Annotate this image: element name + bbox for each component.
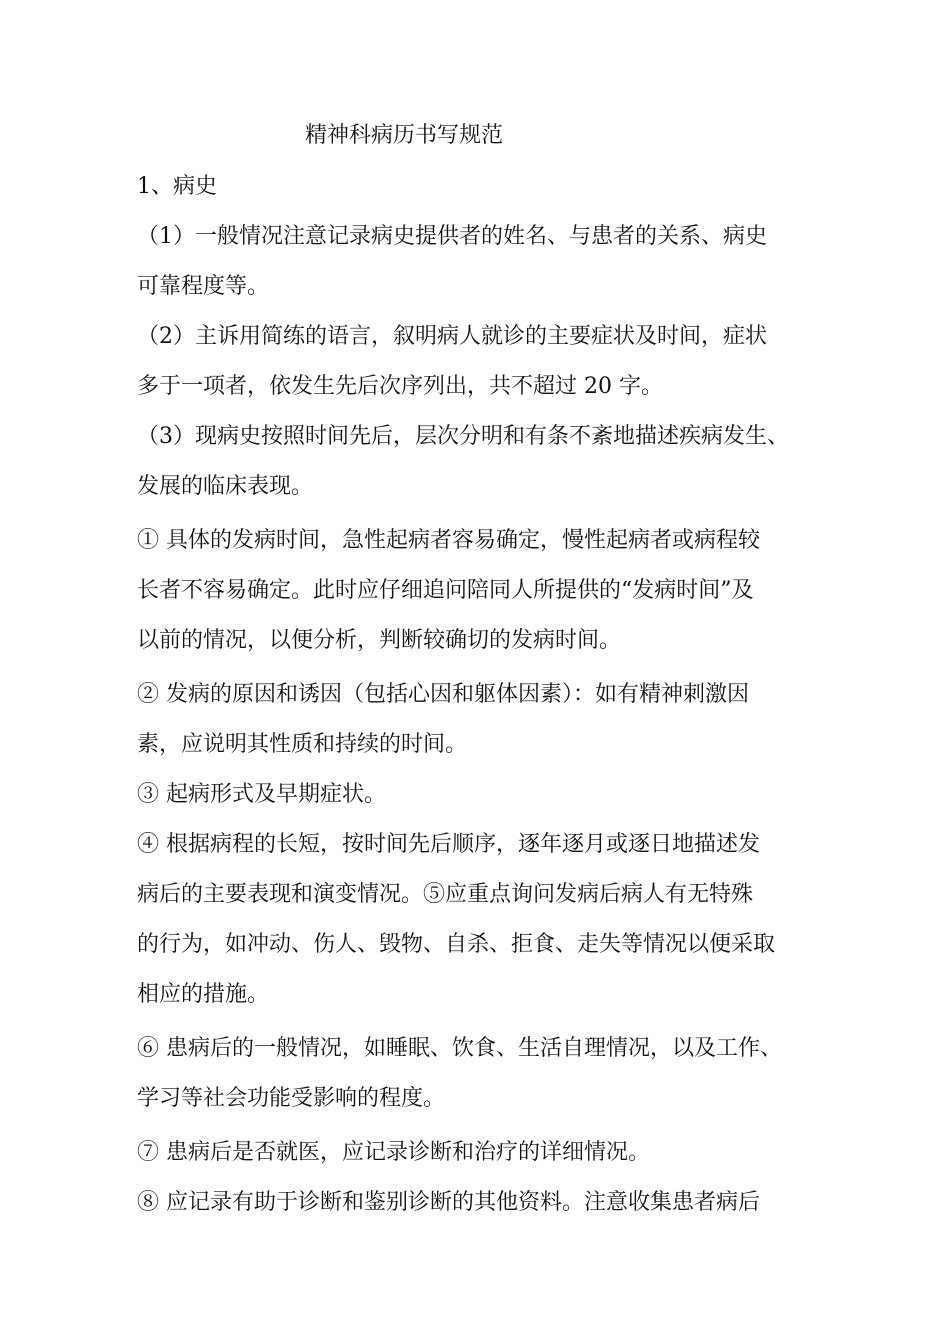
paragraph-line: （3）现病史按照时间先后，层次分明和有条不紊地描述疾病发生、 [137,424,789,449]
section-heading: 1、病史 [137,174,217,199]
paragraph-line: ⑦ 患病后是否就医，应记录诊断和治疗的详细情况。 [137,1140,650,1165]
paragraph-line: ⑥ 患病后的一般情况，如睡眠、饮食、生活自理情况，以及工作、 [137,1036,782,1061]
paragraph-line: 学习等社会功能受影响的程度。 [137,1086,446,1111]
paragraph-line: 以前的情况，以便分析，判断较确切的发病时间。 [137,628,622,653]
paragraph-line: （2）主诉用简练的语言，叙明病人就诊的主要症状及时间，症状 [137,324,767,349]
paragraph-line: ② 发病的原因和诱因（包括心因和躯体因素）：如有精神刺激因 [137,682,749,707]
paragraph-line: 可靠程度等。 [137,274,270,299]
paragraph-line: 长者不容易确定。此时应仔细追问陪同人所提供的“发病时间”及 [137,578,754,603]
paragraph-line: 素，应说明其性质和持续的时间。 [137,732,468,757]
paragraph-line: 发展的临床表现。 [137,474,314,499]
paragraph-line: ④ 根据病程的长短，按时间先后顺序，逐年逐月或逐日地描述发 [137,832,760,857]
document-body [137,162,827,1228]
paragraph-line: ① 具体的发病时间，急性起病者容易确定，慢性起病者或病程较 [137,528,760,553]
paragraph-line: 相应的措施。 [137,982,270,1007]
paragraph-line: 的行为，如冲动、伤人、毁物、自杀、拒食、走失等情况以便采取 [137,932,776,957]
paragraph-line: 多于一项者，依发生先后次序列出，共不超过 20 字。 [137,374,663,399]
paragraph-line: ③ 起病形式及早期症状。 [137,782,386,807]
document-title: 精神科病历书写规范 [305,123,504,148]
paragraph-line: 病后的主要表现和演变情况。⑤应重点询问发病后病人有无特殊 [137,882,754,907]
paragraph-line: （1）一般情况注意记录病史提供者的姓名、与患者的关系、病史 [137,224,767,249]
paragraph-line: ⑧ 应记录有助于诊断和鉴别诊断的其他资料。注意收集患者病后 [137,1190,760,1215]
